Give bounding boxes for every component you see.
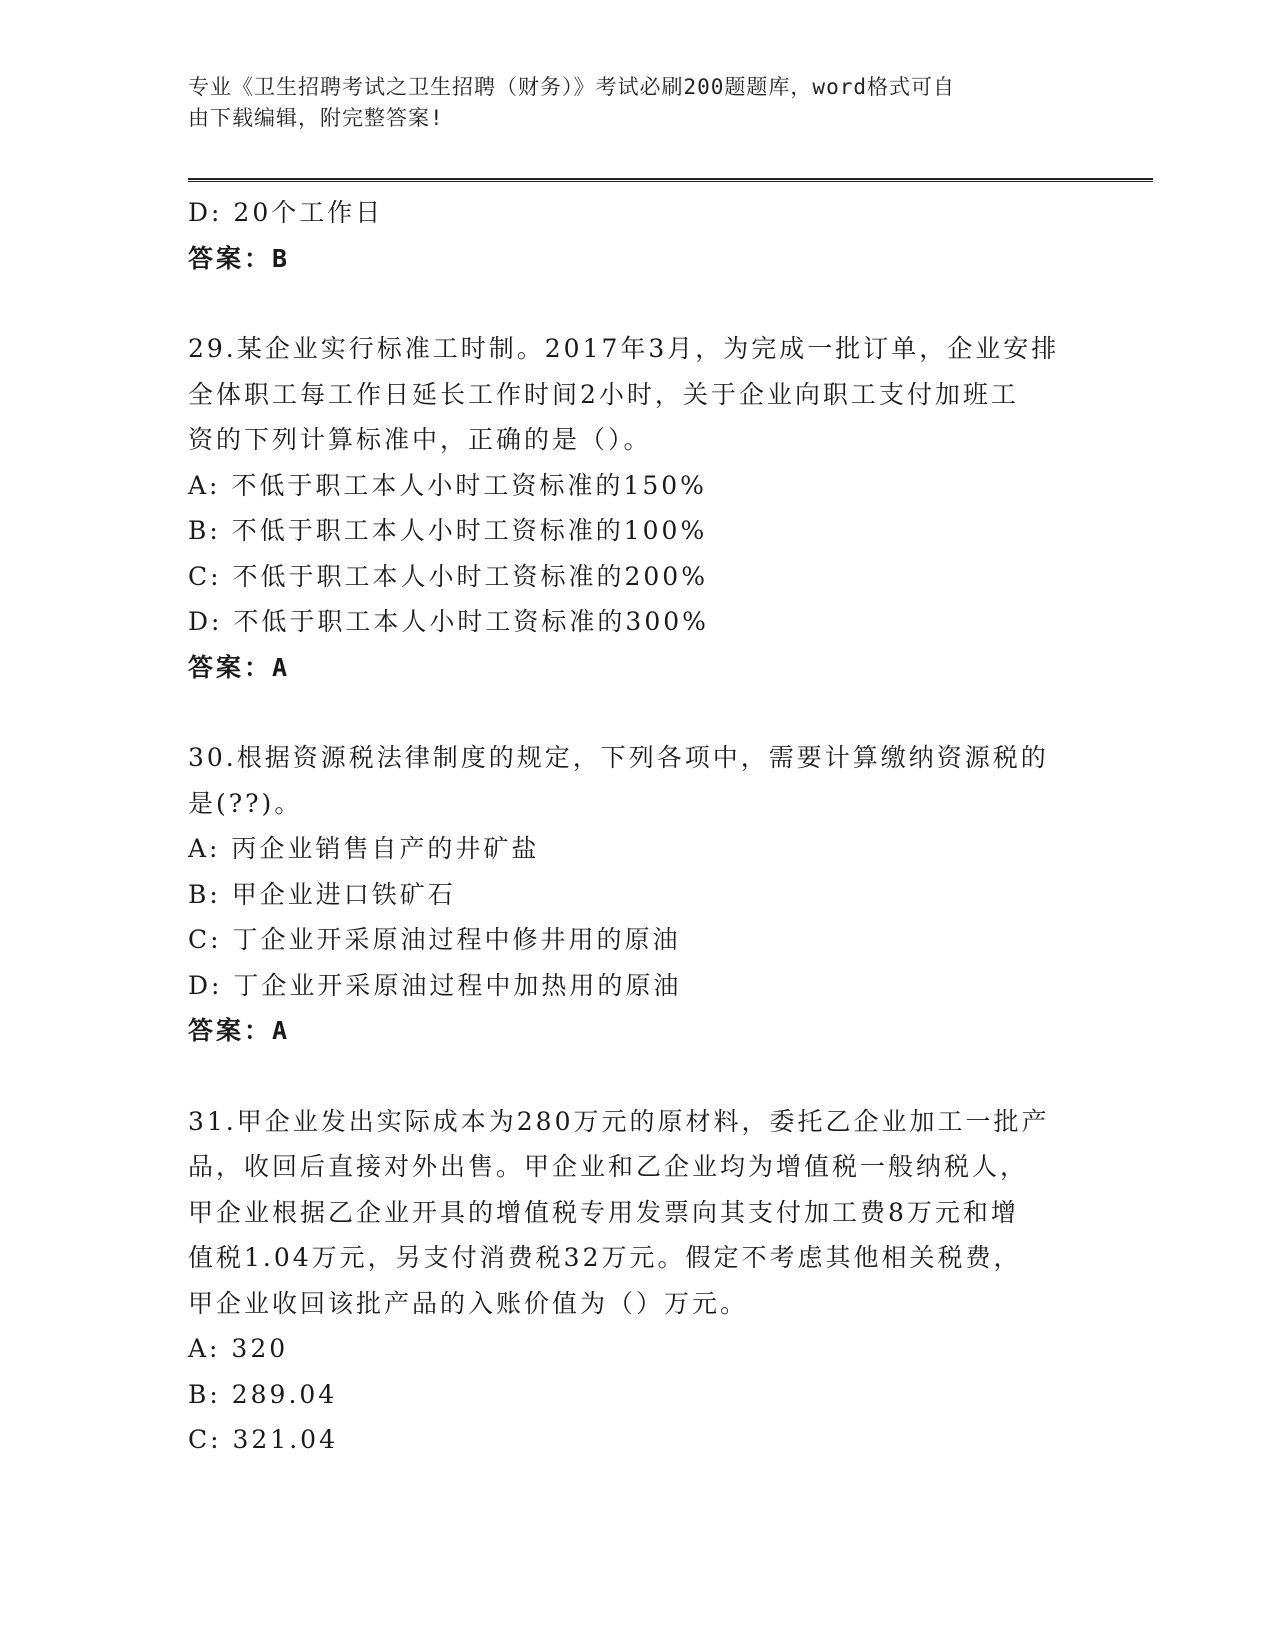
question-gap (188, 1054, 1088, 1099)
question-gap (188, 690, 1088, 735)
question-content (188, 190, 1088, 1463)
header-divider (188, 178, 1153, 182)
option-d: D: 不低于职工本人小时工资标准的300% (188, 607, 709, 636)
option-a: A: 丙企业销售自产的井矿盐 (188, 834, 540, 863)
answer-line: 答案：A (188, 1016, 291, 1045)
option-b: B: 甲企业进口铁矿石 (188, 879, 456, 909)
page-header (188, 72, 1088, 134)
question-stem-line: 值税1.04万元，另支付消费税32万元。假定不考虑其他相关税费， (188, 1243, 1022, 1272)
option-b: B: 不低于职工本人小时工资标准的100% (188, 516, 708, 545)
question-29 (188, 326, 1088, 690)
option-a: A: 不低于职工本人小时工资标准的150% (188, 470, 707, 500)
question-gap (188, 281, 1088, 326)
question-stem-line: 30.根据资源税法律制度的规定，下列各项中，需要计算缴纳资源税的 (188, 743, 1049, 772)
question-stem-line: 31.甲企业发出实际成本为280万元的原材料，委托乙企业加工一批产 (188, 1106, 1050, 1136)
question-31 (188, 1099, 1088, 1463)
option-d: D: 丁企业开采原油过程中加热用的原油 (188, 970, 682, 1000)
question-stem-line: 是(??)。 (188, 788, 303, 818)
header-line-2: 由下载编辑，附完整答案! (188, 106, 444, 130)
question-stem-line: 甲企业根据乙企业开具的增值税专用发票向其支付加工费8万元和增 (188, 1197, 1019, 1227)
question-stem-line: 29.某企业实行标准工时制。2017年3月，为完成一批订单，企业安排 (188, 334, 1060, 363)
previous-question-tail (188, 190, 1088, 281)
question-stem-line: 全体职工每工作日延长工作时间2小时，关于企业向职工支付加班工 (188, 379, 1019, 409)
option-c: C: 不低于职工本人小时工资标准的200% (188, 561, 708, 591)
option-c: C: 321.04 (188, 1425, 338, 1454)
answer-line: 答案：B (188, 243, 291, 273)
option-c: C: 丁企业开采原油过程中修井用的原油 (188, 925, 681, 954)
header-line-1: 专业《卫生招聘考试之卫生招聘（财务）》考试必刷200题题库，word格式可自 (188, 75, 955, 99)
question-stem-line: 品，收回后直接对外出售。甲企业和乙企业均为增值税一般纳税人， (188, 1152, 1029, 1181)
question-stem-line: 资的下列计算标准中，正确的是（）。 (188, 425, 652, 454)
question-30 (188, 735, 1088, 1054)
option-d: D: 20个工作日 (188, 198, 384, 227)
question-stem-line: 甲企业收回该批产品的入账价值为（）万元。 (188, 1288, 749, 1318)
option-b: B: 289.04 (188, 1379, 338, 1409)
option-a: A: 320 (188, 1334, 289, 1363)
answer-line: 答案：A (188, 652, 291, 682)
